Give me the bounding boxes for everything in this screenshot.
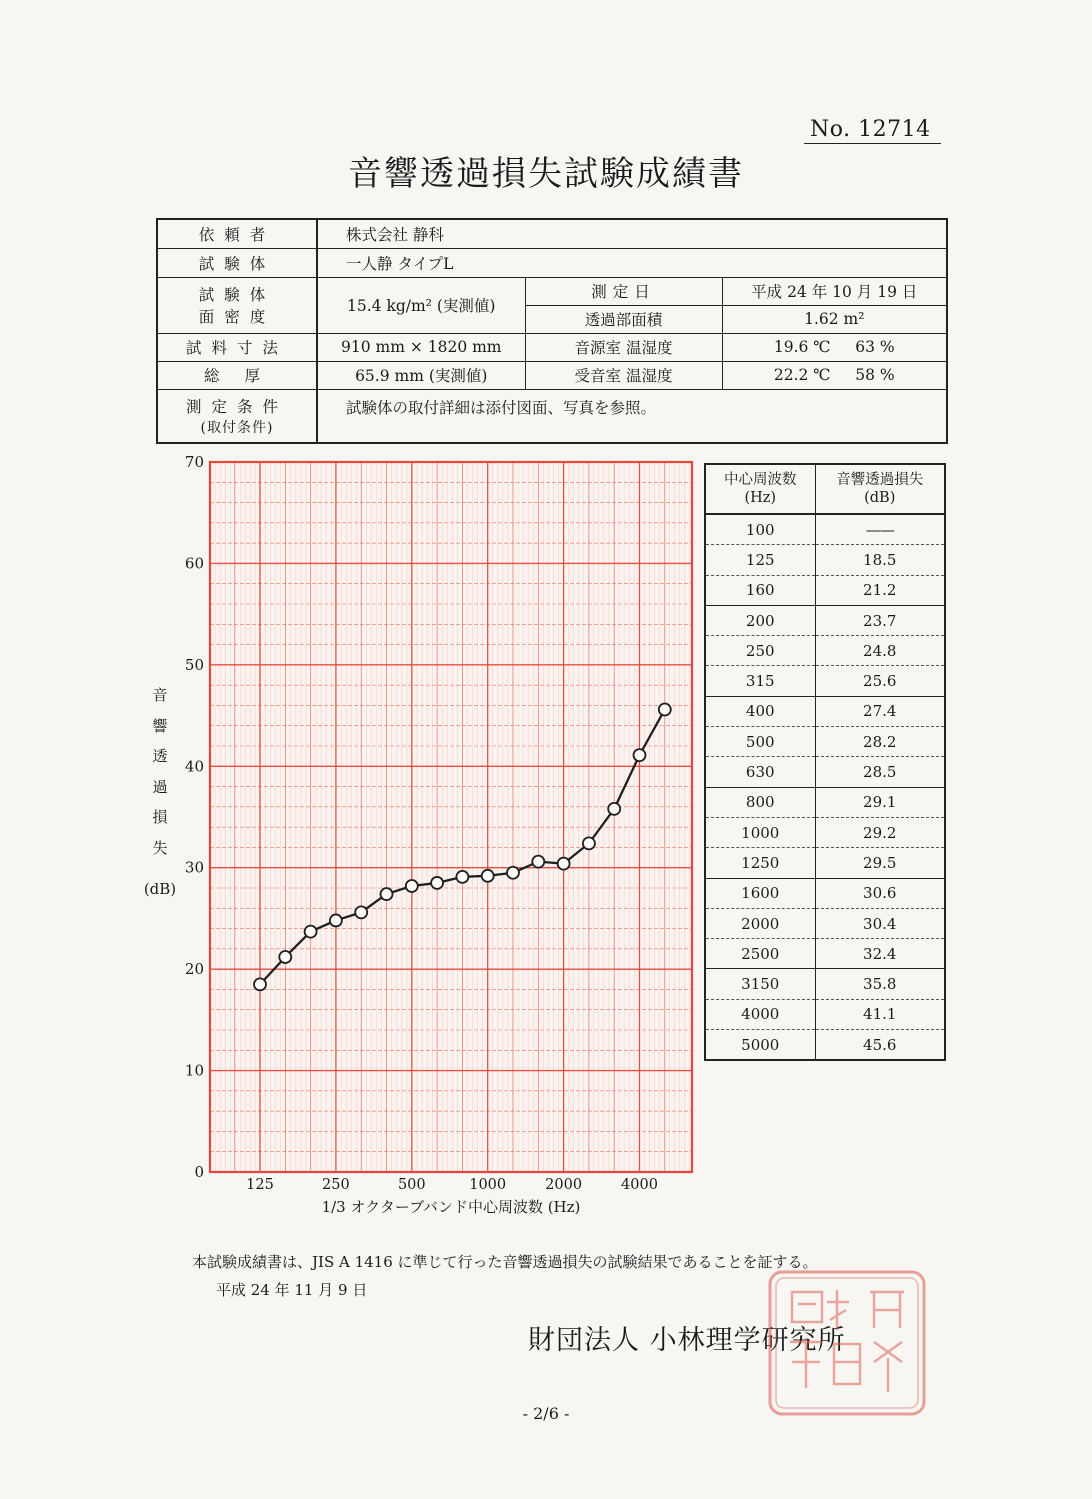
official-seal: [762, 1262, 932, 1422]
table-row: [705, 787, 945, 817]
frequency-cell: 400: [705, 696, 815, 726]
table-row: [705, 605, 945, 635]
y-tick-label: 20: [184, 960, 204, 979]
document-number: No. 12714: [804, 117, 941, 144]
frequency-header: [705, 464, 815, 514]
y-axis-label: [136, 680, 184, 863]
loss-cell: 30.4: [815, 908, 945, 938]
size-label: 試料寸法: [157, 333, 317, 361]
y-axis-label-char: 過: [152, 777, 168, 796]
table-row: [705, 848, 945, 878]
document-title: 音響透過損失試験成績書: [348, 154, 744, 194]
data-point: [431, 877, 443, 889]
results-table: [704, 463, 946, 1061]
frequency-cell: 100: [705, 514, 815, 545]
loss-header: [815, 464, 945, 514]
loss-header-line1: 音響透過損失: [836, 472, 924, 488]
x-tick-labels: [246, 1177, 658, 1193]
frequency-cell: 2000: [705, 908, 815, 938]
frequency-cell: 1250: [705, 848, 815, 878]
y-axis-label-char: 失: [152, 838, 168, 857]
thickness-value: 65.9 mm (実測値): [317, 361, 525, 389]
density-value: 15.4 kg/m² (実測値): [317, 277, 525, 333]
loss-cell: 23.7: [815, 605, 945, 635]
loss-cell: 28.5: [815, 757, 945, 787]
condition-label-line1: 測定条件: [185, 397, 288, 416]
frequency-cell: 1000: [705, 817, 815, 847]
y-tick-labels: [185, 453, 204, 1181]
data-point: [532, 856, 544, 868]
frequency-cell: 800: [705, 787, 815, 817]
loss-cell: 27.4: [815, 696, 945, 726]
y-axis-label-char: 損: [152, 808, 168, 826]
data-point: [608, 803, 620, 815]
area-value: 1.62 m²: [722, 305, 947, 333]
specimen-label: 試験体: [157, 248, 317, 277]
data-point: [558, 858, 570, 870]
frequency-header-line1: 中心周波数: [724, 472, 797, 488]
loss-header-line2: (dB): [864, 490, 896, 506]
certification-date: 平成 24 年 11 月 9 日: [216, 1281, 368, 1299]
loss-cell: 25.6: [815, 666, 945, 696]
frequency-cell: 630: [705, 757, 815, 787]
y-tick-label: 10: [184, 1061, 204, 1080]
certification-text: 本試験成績書は、JIS A 1416 に準じて行った音響透過損失の試験結果であることを証する。: [192, 1253, 818, 1271]
page-number: - 2/6 -: [522, 1404, 570, 1423]
table-row: [705, 878, 945, 908]
frequency-cell: 315: [705, 666, 815, 696]
loss-cell: 28.2: [815, 727, 945, 757]
y-tick-label: 40: [184, 757, 204, 776]
frequency-cell: 4000: [705, 999, 815, 1029]
table-row: [705, 727, 945, 757]
measure-date-value: 平成 24 年 10 月 19 日: [722, 277, 947, 305]
loss-cell: 32.4: [815, 939, 945, 969]
frequency-cell: 500: [705, 727, 815, 757]
table-row: [705, 666, 945, 696]
measure-date-label: 測定日: [525, 277, 722, 305]
data-point: [381, 888, 393, 900]
loss-cell: 29.5: [815, 848, 945, 878]
x-axis-label: 1/3 オクターブバンド中心周波数 (Hz): [321, 1198, 581, 1216]
thickness-label: 総 厚: [157, 361, 317, 389]
data-point: [330, 914, 342, 926]
y-tick-label: 70: [184, 453, 204, 471]
source-room-label: 音源室 温湿度: [525, 333, 722, 361]
y-tick-label: 0: [194, 1163, 204, 1181]
client-label: 依頼者: [157, 219, 317, 248]
data-point: [634, 749, 646, 761]
table-row: [705, 696, 945, 726]
size-value: 910 mm × 1820 mm: [317, 333, 525, 361]
frequency-cell: 125: [705, 545, 815, 575]
loss-cell: 29.2: [815, 817, 945, 847]
table-row: [705, 757, 945, 787]
data-point: [254, 978, 266, 990]
data-point: [305, 926, 317, 938]
loss-cell: 21.2: [815, 575, 945, 605]
results-table-body: [705, 514, 945, 1060]
table-row: [705, 514, 945, 545]
data-point: [507, 867, 519, 879]
table-row: [705, 545, 945, 575]
condition-value: 試験体の取付詳細は添付図面、写真を参照。: [317, 389, 947, 443]
loss-cell: ——: [815, 514, 945, 545]
loss-cell: 29.1: [815, 787, 945, 817]
y-axis-unit: (dB): [143, 880, 177, 898]
loss-cell: 30.6: [815, 878, 945, 908]
table-row: [705, 969, 945, 999]
table-row: [705, 636, 945, 666]
frequency-cell: 5000: [705, 1030, 815, 1061]
issuer-name: 財団法人 小林理学研究所: [528, 1325, 846, 1356]
table-row: [705, 1030, 945, 1061]
data-point: [406, 880, 418, 892]
y-tick-label: 60: [184, 554, 204, 573]
y-tick-label: 30: [184, 858, 204, 877]
receive-humidity: 58 %: [855, 366, 895, 384]
table-row: [705, 817, 945, 847]
receive-temp: 22.2 ℃: [773, 366, 831, 384]
table-row: [705, 999, 945, 1029]
loss-cell: 35.8: [815, 969, 945, 999]
frequency-header-line2: (Hz): [744, 490, 777, 506]
loss-cell: 18.5: [815, 545, 945, 575]
frequency-cell: 200: [705, 605, 815, 635]
source-humidity: 63 %: [855, 338, 895, 356]
y-tick-label: 50: [184, 655, 204, 674]
x-tick-label: 2000: [545, 1177, 583, 1193]
source-temp: 19.6 ℃: [773, 338, 831, 356]
receive-room-label: 受音室 温湿度: [525, 361, 722, 389]
data-point: [456, 871, 468, 883]
x-tick-label: 250: [322, 1177, 350, 1193]
x-tick-label: 1000: [469, 1177, 507, 1193]
density-label-line1: 試験体: [198, 286, 276, 304]
table-row: [705, 939, 945, 969]
table-row: [705, 575, 945, 605]
frequency-cell: 2500: [705, 939, 815, 969]
data-point: [659, 703, 671, 715]
loss-cell: 45.6: [815, 1030, 945, 1061]
loss-cell: 24.8: [815, 636, 945, 666]
x-tick-label: 500: [397, 1177, 426, 1193]
data-point: [279, 951, 291, 963]
frequency-cell: 160: [705, 575, 815, 605]
table-row: [705, 908, 945, 938]
frequency-cell: 1600: [705, 878, 815, 908]
area-label: 透過部面積: [525, 305, 722, 333]
y-axis-label-char: 透: [152, 747, 168, 765]
y-axis-label-char: 響: [152, 716, 168, 735]
specimen-value: 一人静 タイプL: [317, 248, 947, 277]
x-tick-label: 125: [246, 1177, 274, 1193]
client-value: 株式会社 静科: [317, 219, 947, 248]
data-point: [482, 870, 494, 882]
x-tick-label: 4000: [621, 1177, 658, 1193]
chart-grid: [210, 462, 692, 1172]
loss-cell: 41.1: [815, 999, 945, 1029]
condition-label-line2: (取付条件): [200, 419, 274, 436]
y-axis-label-char: 音: [152, 686, 168, 704]
frequency-cell: 3150: [705, 969, 815, 999]
data-point: [583, 837, 595, 849]
density-label-line2: 面密度: [198, 308, 276, 326]
data-point: [355, 906, 367, 918]
frequency-cell: 250: [705, 636, 815, 666]
plot-area: [210, 462, 692, 1172]
